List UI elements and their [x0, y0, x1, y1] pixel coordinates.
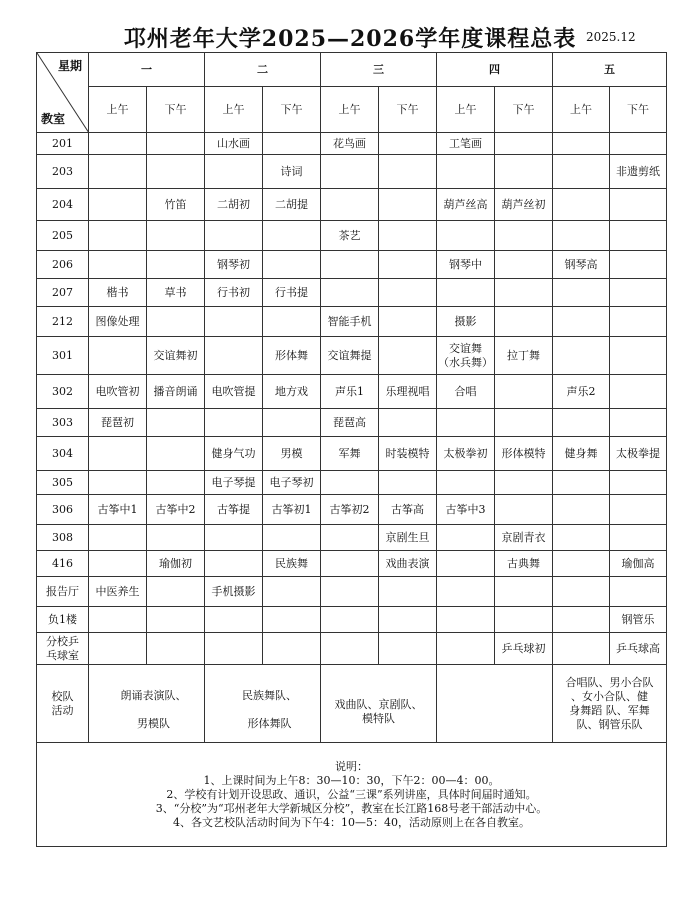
course-cell — [147, 577, 205, 607]
course-cell: 茶艺 — [321, 221, 379, 251]
table-row — [37, 221, 667, 251]
course-cell: 拉丁舞 — [495, 337, 553, 375]
course-cell — [147, 251, 205, 279]
course-cell — [205, 607, 263, 633]
course-cell — [495, 279, 553, 307]
course-cell — [553, 577, 610, 607]
course-cell: 古筝中2 — [147, 495, 205, 525]
course-cell — [610, 495, 667, 525]
course-cell — [495, 307, 553, 337]
course-cell — [437, 633, 495, 665]
course-cell — [321, 577, 379, 607]
course-cell — [495, 577, 553, 607]
course-cell: 古筝高 — [379, 495, 437, 525]
course-cell — [89, 337, 147, 375]
course-cell — [495, 607, 553, 633]
half-pm: 下午 — [495, 87, 553, 133]
course-cell — [495, 495, 553, 525]
course-cell — [147, 525, 205, 551]
course-cell — [379, 279, 437, 307]
course-cell — [321, 607, 379, 633]
club-thursday — [437, 665, 553, 743]
date-label: 2025.12 — [586, 30, 636, 44]
course-cell — [379, 251, 437, 279]
course-cell — [89, 251, 147, 279]
course-cell — [553, 551, 610, 577]
course-cell: 古筝初1 — [263, 495, 321, 525]
course-cell — [610, 307, 667, 337]
course-cell — [89, 189, 147, 221]
course-cell — [553, 189, 610, 221]
table-row — [37, 471, 667, 495]
course-cell — [495, 375, 553, 409]
club-activity-row — [37, 665, 667, 743]
course-cell: 太极拳提 — [610, 437, 667, 471]
half-pm: 下午 — [610, 87, 667, 133]
course-cell: 古典舞 — [495, 551, 553, 577]
course-cell — [379, 133, 437, 155]
course-cell: 交谊舞初 — [147, 337, 205, 375]
course-cell — [205, 155, 263, 189]
course-cell: 交谊舞 （水兵舞） — [437, 337, 495, 375]
table-row — [37, 337, 667, 375]
course-cell: 电子琴初 — [263, 471, 321, 495]
course-cell — [89, 607, 147, 633]
course-cell — [379, 633, 437, 665]
room-cell: 305 — [37, 471, 89, 495]
course-cell — [205, 307, 263, 337]
course-cell: 楷书 — [89, 279, 147, 307]
day-header-row — [37, 53, 667, 87]
note-line: 4、各文艺校队活动时间为下午4：10—5：40，活动原则上在各自教室。 — [173, 815, 530, 829]
half-am: 上午 — [553, 87, 610, 133]
course-cell — [147, 607, 205, 633]
half-am: 上午 — [437, 87, 495, 133]
course-cell: 电子琴提 — [205, 471, 263, 495]
table-row — [37, 189, 667, 221]
course-cell — [263, 525, 321, 551]
room-cell: 201 — [37, 133, 89, 155]
day-header-5: 五 — [553, 53, 667, 87]
course-cell: 乒乓球初 — [495, 633, 553, 665]
course-cell — [437, 279, 495, 307]
weekday-label: 星期 — [57, 59, 82, 73]
course-cell: 非遗剪纸 — [610, 155, 667, 189]
course-cell: 中医养生 — [89, 577, 147, 607]
course-cell — [205, 337, 263, 375]
course-cell — [89, 633, 147, 665]
course-cell: 声乐2 — [553, 375, 610, 409]
course-cell — [147, 307, 205, 337]
schedule-body — [37, 53, 667, 847]
course-cell — [205, 633, 263, 665]
course-cell: 钢琴中 — [437, 251, 495, 279]
day-header-2: 二 — [205, 53, 321, 87]
course-cell: 葫芦丝初 — [495, 189, 553, 221]
room-cell: 分校乒 乓球室 — [37, 633, 89, 665]
course-cell — [147, 633, 205, 665]
course-cell — [89, 155, 147, 189]
course-cell — [147, 133, 205, 155]
course-cell — [553, 471, 610, 495]
course-cell — [553, 633, 610, 665]
course-cell — [610, 221, 667, 251]
half-pm: 下午 — [263, 87, 321, 133]
course-cell: 花鸟画 — [321, 133, 379, 155]
schedule-table — [36, 52, 667, 847]
course-cell: 行书初 — [205, 279, 263, 307]
course-cell — [610, 189, 667, 221]
course-cell — [89, 133, 147, 155]
course-cell: 播音朗诵 — [147, 375, 205, 409]
course-cell: 电吹管初 — [89, 375, 147, 409]
course-cell — [437, 409, 495, 437]
course-cell: 古筝提 — [205, 495, 263, 525]
course-cell — [147, 155, 205, 189]
course-cell — [610, 337, 667, 375]
course-cell — [147, 221, 205, 251]
course-cell: 二胡初 — [205, 189, 263, 221]
course-cell: 地方戏 — [263, 375, 321, 409]
course-cell — [321, 251, 379, 279]
table-row — [37, 525, 667, 551]
course-cell — [263, 633, 321, 665]
course-cell — [205, 525, 263, 551]
course-cell: 民族舞 — [263, 551, 321, 577]
room-cell: 负1楼 — [37, 607, 89, 633]
table-row — [37, 279, 667, 307]
room-cell: 报告厅 — [37, 577, 89, 607]
course-cell — [147, 437, 205, 471]
room-cell: 212 — [37, 307, 89, 337]
table-row — [37, 607, 667, 633]
course-cell: 山水画 — [205, 133, 263, 155]
course-cell — [379, 307, 437, 337]
course-cell — [379, 577, 437, 607]
course-cell — [263, 307, 321, 337]
course-cell: 古筝中1 — [89, 495, 147, 525]
course-cell — [437, 155, 495, 189]
course-cell — [495, 155, 553, 189]
page-title: 邛州老年大学2025—2026学年度课程总表 — [123, 26, 577, 52]
course-cell: 手机摄影 — [205, 577, 263, 607]
room-cell: 308 — [37, 525, 89, 551]
course-cell — [553, 155, 610, 189]
course-cell — [379, 409, 437, 437]
course-cell — [89, 471, 147, 495]
half-am: 上午 — [205, 87, 263, 133]
course-cell — [89, 221, 147, 251]
course-cell: 摄影 — [437, 307, 495, 337]
course-cell — [321, 633, 379, 665]
table-row — [37, 495, 667, 525]
course-cell: 京剧青衣 — [495, 525, 553, 551]
course-cell — [205, 551, 263, 577]
course-cell: 瑜伽初 — [147, 551, 205, 577]
room-cell: 203 — [37, 155, 89, 189]
course-cell — [437, 221, 495, 251]
half-pm: 下午 — [147, 87, 205, 133]
course-cell: 电吹管提 — [205, 375, 263, 409]
course-cell — [379, 221, 437, 251]
room-cell: 206 — [37, 251, 89, 279]
course-cell: 古筝中3 — [437, 495, 495, 525]
room-cell: 207 — [37, 279, 89, 307]
course-cell: 葫芦丝高 — [437, 189, 495, 221]
club-wednesday: 戏曲队、京剧队、 模特队 — [321, 665, 437, 743]
notes-section — [37, 743, 667, 847]
course-cell — [610, 251, 667, 279]
course-cell — [379, 337, 437, 375]
course-cell — [263, 409, 321, 437]
course-cell — [205, 221, 263, 251]
course-cell — [147, 409, 205, 437]
course-cell: 形体舞 — [263, 337, 321, 375]
half-am: 上午 — [321, 87, 379, 133]
course-cell — [89, 551, 147, 577]
course-cell — [321, 525, 379, 551]
course-cell — [437, 607, 495, 633]
course-cell: 钢管乐 — [610, 607, 667, 633]
table-row — [37, 633, 667, 665]
course-cell: 古筝初2 — [321, 495, 379, 525]
course-cell — [379, 155, 437, 189]
course-cell: 钢琴初 — [205, 251, 263, 279]
table-row — [37, 409, 667, 437]
course-cell: 智能手机 — [321, 307, 379, 337]
room-cell: 306 — [37, 495, 89, 525]
course-cell — [553, 495, 610, 525]
course-cell — [263, 607, 321, 633]
course-cell: 图像处理 — [89, 307, 147, 337]
half-header-row — [37, 87, 667, 133]
course-cell: 工笔画 — [437, 133, 495, 155]
course-cell — [610, 409, 667, 437]
course-cell: 瑜伽高 — [610, 551, 667, 577]
course-cell: 乒乓球高 — [610, 633, 667, 665]
note-line: 2、学校有计划开设思政、通识，公益“三课”系列讲座，具体时间届时通知。 — [166, 787, 537, 801]
course-cell: 竹笛 — [147, 189, 205, 221]
course-cell — [437, 471, 495, 495]
course-cell — [495, 251, 553, 279]
course-cell — [437, 577, 495, 607]
room-cell: 303 — [37, 409, 89, 437]
note-line: 1、上课时间为上午8：30—10：30，下午2：00—4：00。 — [203, 773, 500, 787]
course-cell: 行书提 — [263, 279, 321, 307]
half-am: 上午 — [89, 87, 147, 133]
course-cell: 草书 — [147, 279, 205, 307]
course-cell — [495, 409, 553, 437]
course-cell: 戏曲表演 — [379, 551, 437, 577]
course-cell — [263, 577, 321, 607]
course-cell — [553, 221, 610, 251]
club-tuesday: 民族舞队、 形体舞队 — [205, 665, 321, 743]
course-cell — [553, 307, 610, 337]
course-cell — [610, 133, 667, 155]
course-cell — [495, 133, 553, 155]
course-cell — [495, 471, 553, 495]
club-friday: 合唱队、男小合队 、女小合队、健 身舞蹈 队、军舞 队、钢管乐队 — [553, 665, 667, 743]
course-cell — [379, 471, 437, 495]
course-cell — [147, 471, 205, 495]
course-cell: 琵琶初 — [89, 409, 147, 437]
day-header-1: 一 — [89, 53, 205, 87]
table-row — [37, 551, 667, 577]
day-header-3: 三 — [321, 53, 437, 87]
room-cell: 205 — [37, 221, 89, 251]
table-row — [37, 577, 667, 607]
table-row — [37, 307, 667, 337]
course-cell: 声乐1 — [321, 375, 379, 409]
course-cell — [321, 189, 379, 221]
half-pm: 下午 — [379, 87, 437, 133]
course-cell: 合唱 — [437, 375, 495, 409]
course-cell — [553, 525, 610, 551]
course-cell — [437, 551, 495, 577]
course-cell: 时装模特 — [379, 437, 437, 471]
course-cell — [610, 525, 667, 551]
notes-row — [37, 743, 667, 847]
room-cell: 301 — [37, 337, 89, 375]
course-cell — [321, 155, 379, 189]
course-cell: 诗词 — [263, 155, 321, 189]
note-line: 3、“分校”为“邛州老年大学新城区分校”，教室在长江路168号老干部活动中心。 — [155, 801, 548, 815]
course-cell — [379, 607, 437, 633]
course-cell — [321, 279, 379, 307]
course-cell — [321, 471, 379, 495]
table-row — [37, 155, 667, 189]
course-cell — [379, 189, 437, 221]
course-cell — [263, 251, 321, 279]
course-cell: 健身舞 — [553, 437, 610, 471]
course-cell: 军舞 — [321, 437, 379, 471]
table-row — [37, 375, 667, 409]
room-cell: 204 — [37, 189, 89, 221]
course-cell: 健身气功 — [205, 437, 263, 471]
course-cell: 男模 — [263, 437, 321, 471]
room-cell: 416 — [37, 551, 89, 577]
course-cell: 二胡提 — [263, 189, 321, 221]
corner-cell — [37, 53, 89, 133]
course-cell — [263, 221, 321, 251]
course-cell: 形体模特 — [495, 437, 553, 471]
course-cell — [553, 279, 610, 307]
day-header-4: 四 — [437, 53, 553, 87]
course-cell — [321, 551, 379, 577]
course-cell — [553, 409, 610, 437]
course-cell — [610, 375, 667, 409]
course-cell: 京剧生旦 — [379, 525, 437, 551]
table-row — [37, 437, 667, 471]
course-cell — [610, 577, 667, 607]
course-cell — [610, 471, 667, 495]
room-cell: 302 — [37, 375, 89, 409]
course-cell — [553, 133, 610, 155]
room-cell: 304 — [37, 437, 89, 471]
room-label: 教室 — [41, 112, 66, 126]
course-cell: 太极拳初 — [437, 437, 495, 471]
course-cell: 乐理视唱 — [379, 375, 437, 409]
club-label: 校队 活动 — [37, 665, 89, 743]
course-cell — [610, 279, 667, 307]
table-row — [37, 251, 667, 279]
course-cell — [553, 337, 610, 375]
course-cell: 钢琴高 — [553, 251, 610, 279]
note-line: 说明： — [335, 759, 368, 773]
course-cell: 琵琶高 — [321, 409, 379, 437]
course-cell — [495, 221, 553, 251]
course-cell: 交谊舞提 — [321, 337, 379, 375]
club-monday: 朗诵表演队、 男模队 — [89, 665, 205, 743]
course-cell — [205, 409, 263, 437]
course-cell — [437, 525, 495, 551]
course-cell — [553, 607, 610, 633]
table-row — [37, 133, 667, 155]
course-cell — [89, 437, 147, 471]
course-cell — [89, 525, 147, 551]
course-cell — [263, 133, 321, 155]
